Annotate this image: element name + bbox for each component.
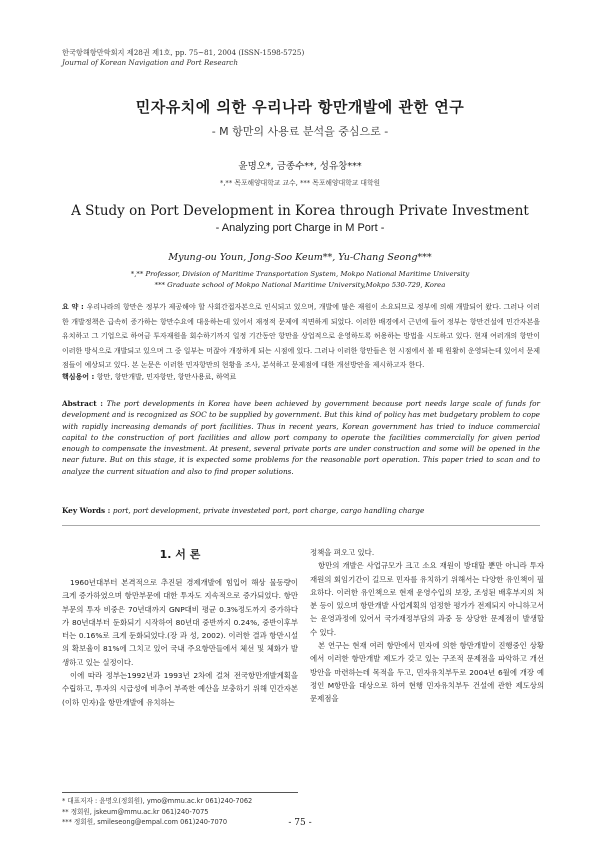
body-paragraph: 정책을 펴오고 있다. [310,548,375,557]
journal-citation: 한국항해항만학회지 제28권 제1호, pp. 75~81, 2004 (ISSN-1598-5725) [62,48,305,57]
body-column-left [62,546,298,709]
section-divider [62,525,540,526]
section-heading: 1. 서 론 [159,548,201,561]
keywords-en-label: Key Words : [62,506,113,515]
body-column-right [310,546,544,706]
keywords-ko [62,372,236,382]
footnote: * 대표저자 : 윤명오(정회원), ymo@mmu.ac.kr 061)240-7062 [62,797,253,805]
body-paragraph: 1960년대부터 본격적으로 추진된 경제개발에 힘입어 해상 물동량이 크게 증가하였으며 항만부문에 대한 투자도 지속적으로 증가되었다. 항만부문의 투자 비중은 70년대까지 GNP대비 평균 0.3%정도까지 증가하다가 80년대부터 둔화되기 시작하여 80년대 중반까지 0.24%, 중반이후부터는 0.16%로 크게 둔화되었다.(장 과 성, 2002). 이러한 결과 항만시설의 확보율이 81%에 그치고 있어 국내 주요항만들에서 체선 및 체화가 발생하고 있는 실정이다. [62,578,298,667]
body-paragraph: 항만의 개발은 사업규모가 크고 소요 재원이 방대할 뿐만 아니라 투자재원의 회임기간이 길므로 민자를 유치하기 위해서는 다양한 유인책이 필요하다. 이러한 유인책으로 현재 운영수입의 보장, 조성된 배후부지의 처분 등이 있으며 항만개발 사업계획의 엄정한 평가가 전제되지 아니하고서는 운영과정에 있어서 국가재정부담의 과중 등 상당한 문제점이 발생할 수 있다. [310,561,544,637]
affiliation-ko: *,** 목포해양대학교 교수, *** 목포해양대학교 대학원 [219,179,381,187]
paper-title-en: A Study on Port Development in Korea through Private Investment [71,203,529,219]
authors-en: Myung-ou Youn, Jong-Soo Keum**, Yu-Chang Seong*** [168,252,432,263]
keywords-en-text: port, port development, private investeted port, port charge, cargo handling charge [112,506,425,515]
paper-subtitle-ko: - M 항만의 사용료 분석을 중심으로 - [211,125,389,138]
paper-subtitle-en: - Analyzing port Charge in M Port - [215,222,385,234]
journal-header [62,48,304,68]
page-number: - 75 - [288,818,312,828]
affiliation-en-line-1: *,** Professor, Division of Maritime Transportation System, Mokpo National Maritime University [130,270,470,278]
paper-title-ko: 민자유치에 의한 우리나라 항만개발에 관한 연구 [135,98,465,116]
abstract-ko-label: 요 약 : [62,303,87,311]
body-paragraph: 본 연구는 현재 여러 항만에서 민자에 의한 항만개발이 진행중인 상황에서 이러한 항만개발 제도가 갖고 있는 구조적 문제점을 파악하고 개선방안을 마련하는데 목적을 두고, 민자유치부두로 2004년 6월에 개장 예정인 M항만을 대상으로 하여 현행 민자유치부두 건설에 관한 제도상의 문제점을 [310,641,544,704]
abstract-en-text: The port developments in Korea have been achieved by government because port needs large scale of funds for development and is recognized as SOC to be supplied by government. But this kind of policy has met budgetary problem to cope with rapidly increasing demands of port facilities. Thus in recent years, Korean government has tried to induce commercial capital to the construction of port facilities and allow port company to operate the facilities commercially for given period enough to compensate the investment. At present, several private ports are under construction and some will be opened in the near future. But on this stage, it is expected some problems for the reasonable port operation. This paper tried to scan and to analyze the current situation and also to find proper solutions. [62,399,540,476]
journal-name-en: Journal of Korean Navigation and Port Research [62,58,238,67]
abstract-ko [62,300,540,373]
keywords-en [62,506,424,515]
abstract-ko-text: 우리나라의 항만은 정부가 제공해야 할 사회간접자본으로 인식되고 있으며, 개발에 많은 재원이 소요되므로 정부에 의해 개발되어 왔다. 그러나 이러한 개발정책은 급속히 증가하는 항만수요에 대응하는데 있어서 재정적 문제에 직면하게 되었다. 이러한 배경에서 근년에 들어 정부는 항만건설에 민간자본을 유치하고 그 기업으로 하여금 투자재원을 회수하기까지 일정 기간동안 항만을 상업적으로 운영하도록 허용하는 방법을 시도하고 있다. 현재 여러개의 항만이 이러한 방식으로 개발되고 있으며 그 중 일부는 머잖아 개장하게 되는 시점에 있다. 그러나 이러한 항만들은 현 시점에서 볼 때 원활히 운영되는데 있어서 문제점들이 예상되고 있다. 본 논문은 이러한 민자항만의 현황을 조사, 분석하고 문제점에 대한 개선방안을 제시하고자 한다. [62,303,540,369]
footnote: ** 정회원, jskeum@mmu.ac.kr 061)240-7075 [62,807,209,816]
affiliation-en [0,269,600,291]
footnote: *** 정회원, smileseong@empal.com 061)240-7070 [62,818,228,826]
abstract-en-label: Abstract : [62,399,107,408]
authors-ko: 윤명오*, 금종수**, 성유창*** [238,161,362,172]
keywords-ko-label: 핵심용어 : [62,373,97,381]
keywords-ko-text: 항만, 항만개발, 민자항만, 항만사용료, 하역료 [96,373,237,381]
body-paragraph: 이에 따라 정부는1992년과 1993년 2차에 걸쳐 전국항만개발계획을 수립하고, 투자의 시급성에 비추어 부족한 예산을 보충하기 위해 민간자본(이하 민자)을 항만개발에 유치하는 [62,671,298,707]
abstract-en [62,398,540,477]
affiliation-en-line-2: *** Graduate school of Mokpo National Maritime University,Mokpo 530-729, Korea [154,281,446,289]
